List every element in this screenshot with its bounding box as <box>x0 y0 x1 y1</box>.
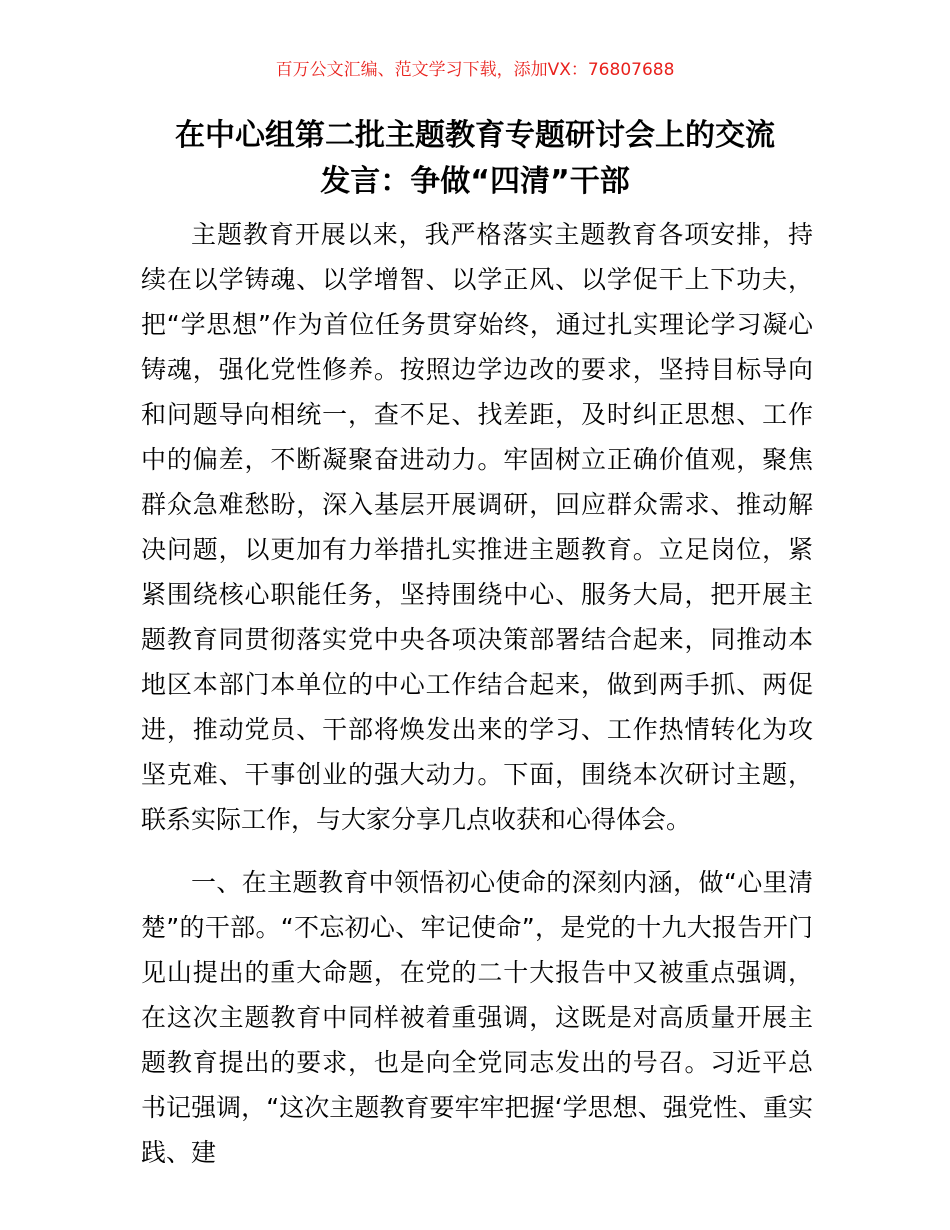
document-title-line-1: 在中心组第二批主题教育专题研讨会上的交流 <box>175 118 775 153</box>
header-banner: 百万公文汇编、范文学习下载，添加VX：76807688 <box>275 60 675 80</box>
paragraph-section-1: 一、在主题教育中领悟初心使命的深刻内涵，做“心里清楚”的干部。“不忘初心、牢记使命”，是党的十九大报告开门见山提出的重大命题，在党的二十大报告中又被重点强调，在这次主题教育中同样被着重强调，这既是对高质量开展主题教育提出的要求，也是向全党同志发出的号召。习近平总书记强调，“这次主题教育要牢牢把握‘学思想、强党性、重实践、建 <box>141 868 813 1167</box>
document-title <box>140 113 810 205</box>
document-title-line-2: 发言：争做“四清”干部 <box>320 164 630 199</box>
paragraph-intro: 主题教育开展以来，我严格落实主题教育各项安排，持续在以学铸魂、以学增智、以学正风、以学促干上下功夫，把“学思想”作为首位任务贯穿始终，通过扎实理论学习凝心铸魂，强化党性修养。按照边学边改的要求，坚持目标导向和问题导向相统一，查不足、找差距，及时纠正思想、工作中的偏差，不断凝聚奋进动力。牢固树立正确价值观，聚焦群众急难愁盼，深入基层开展调研，回应群众需求、推动解决问题，以更加有力举措扎实推进主题教育。立足岗位，紧紧围绕核心职能任务，坚持围绕中心、服务大局，把开展主题教育同贯彻落实党中央各项决策部署结合起来，同推动本地区本部门本单位的中心工作结合起来，做到两手抓、两促进，推动党员、干部将焕发出来的学习、工作热情转化为攻坚克难、干事创业的强大动力。下面，围绕本次研讨主题，联系实际工作，与大家分享几点收获和心得体会。 <box>141 220 813 834</box>
document-body <box>141 212 813 1175</box>
